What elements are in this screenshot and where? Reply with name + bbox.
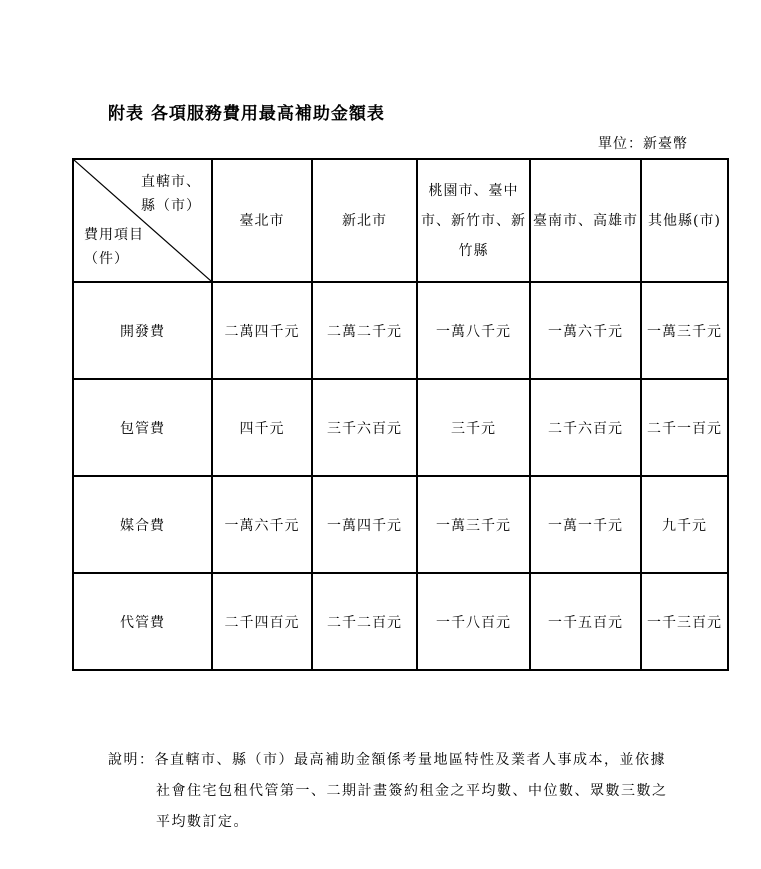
table-cell: 一千三百元 xyxy=(641,573,728,670)
subsidy-table xyxy=(72,158,729,671)
table-cell: 二萬二千元 xyxy=(312,282,417,379)
currency-unit: 單位：新臺幣 xyxy=(598,136,688,152)
corner-bottom-line1: 費用項目 xyxy=(84,227,144,243)
corner-row-label xyxy=(84,223,144,271)
page-title: 附表 各項服務費用最高補助金額表 xyxy=(108,104,385,124)
row-header: 開發費 xyxy=(73,282,212,379)
table-cell: 三千元 xyxy=(417,379,530,476)
table-cell: 二千二百元 xyxy=(312,573,417,670)
table-cell: 二千一百元 xyxy=(641,379,728,476)
table-cell: 一萬三千元 xyxy=(417,476,530,573)
row-header: 媒合費 xyxy=(73,476,212,573)
column-header: 其他縣(市) xyxy=(641,159,728,282)
column-header: 臺南市、高雄市 xyxy=(530,159,641,282)
corner-column-label xyxy=(141,170,201,218)
row-header: 代管費 xyxy=(73,573,212,670)
table-row xyxy=(73,573,728,670)
table-cell: 一萬三千元 xyxy=(641,282,728,379)
column-header: 新北市 xyxy=(312,159,417,282)
column-header: 桃園市、臺中市、新竹市、新竹縣 xyxy=(417,159,530,282)
table-cell: 一萬六千元 xyxy=(530,282,641,379)
table-cell: 二千四百元 xyxy=(212,573,312,670)
table-row xyxy=(73,282,728,379)
table-cell: 四千元 xyxy=(212,379,312,476)
explanatory-note xyxy=(108,745,668,838)
corner-bottom-line2: （件） xyxy=(84,251,129,267)
corner-header-cell xyxy=(73,159,212,282)
table-cell: 一萬六千元 xyxy=(212,476,312,573)
table-cell: 一千五百元 xyxy=(530,573,641,670)
note-line-2: 社會住宅包租代管第一、二期計畫簽約租金之平均數、中位數、眾數三數之 xyxy=(156,783,668,799)
column-header: 臺北市 xyxy=(212,159,312,282)
table-cell: 一千八百元 xyxy=(417,573,530,670)
table-cell: 九千元 xyxy=(641,476,728,573)
table-cell: 一萬四千元 xyxy=(312,476,417,573)
table-row xyxy=(73,379,728,476)
table-cell: 三千六百元 xyxy=(312,379,417,476)
table-cell: 一萬八千元 xyxy=(417,282,530,379)
table-header-row xyxy=(73,159,728,282)
corner-top-line1: 直轄市、 xyxy=(141,174,201,190)
table-cell: 一萬一千元 xyxy=(530,476,641,573)
table-cell: 二萬四千元 xyxy=(212,282,312,379)
table-row xyxy=(73,476,728,573)
note-line-3: 平均數訂定。 xyxy=(156,814,249,830)
row-header: 包管費 xyxy=(73,379,212,476)
corner-top-line2: 縣（市） xyxy=(141,198,201,214)
table-cell: 二千六百元 xyxy=(530,379,641,476)
note-label: 說明： xyxy=(108,752,155,768)
note-line-1: 各直轄市、縣（市）最高補助金額係考量地區特性及業者人事成本，並依據 xyxy=(154,752,666,768)
